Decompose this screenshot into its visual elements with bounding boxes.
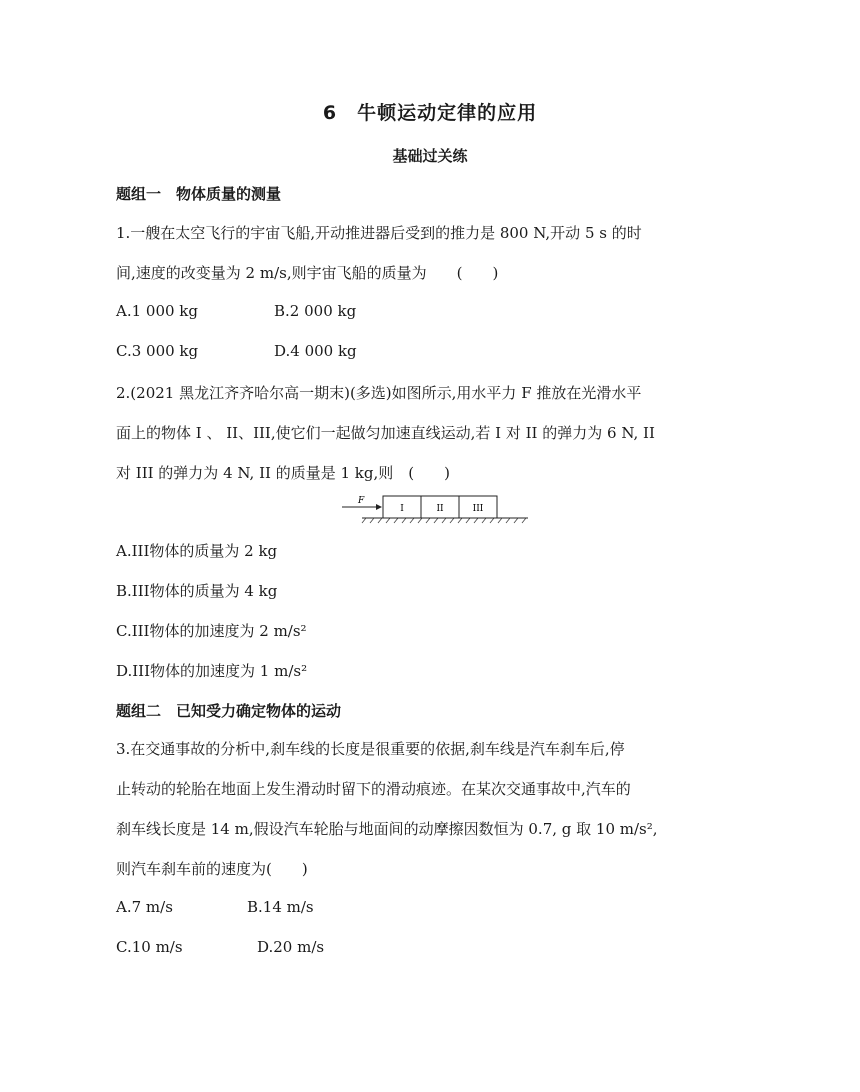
q3-line4: 则汽车刹车前的速度为( ) (116, 860, 308, 878)
q1-option-b: B.2 000 kg (274, 302, 357, 320)
blocks-figure (340, 492, 530, 524)
q2-option-c: C.III物体的加速度为 2 m/s² (116, 622, 307, 640)
q2-line2: 面上的物体 I 、 II、III,使它们一起做匀加速直线运动,若 I 对 II 的弹力为 6 N, II (116, 424, 655, 442)
q2-line1: 2.(2021 黑龙江齐齐哈尔高一期末)(多选)如图所示,用水平力 F 推放在光滑水平 (116, 384, 642, 402)
q2-option-b: B.III物体的质量为 4 kg (116, 582, 278, 600)
q1-option-a: A.1 000 kg (116, 302, 199, 320)
block-iii-label: III (472, 504, 484, 514)
group1-heading: 题组一 物体质量的测量 (116, 185, 282, 203)
force-label: F (358, 496, 365, 506)
q1-line1: 1.一艘在太空飞行的宇宙飞船,开动推进器后受到的推力是 800 N,开动 5 s 的时 (116, 224, 642, 242)
q3-option-d: D.20 m/s (257, 938, 325, 956)
q3-line1: 3.在交通事故的分析中,刹车线的长度是很重要的依据,刹车线是汽车刹车后,停 (116, 740, 625, 758)
block-ii-label: II (436, 504, 444, 514)
q3-option-b: B.14 m/s (247, 898, 314, 916)
section-subtitle: 基础过关练 (392, 147, 468, 165)
q3-option-a: A.7 m/s (116, 898, 173, 916)
page-title: 6 牛顿运动定律的应用 (322, 102, 538, 124)
q3-option-c: C.10 m/s (116, 938, 183, 956)
force-arrow-head (376, 504, 382, 510)
q3-line3: 刹车线长度是 14 m,假设汽车轮胎与地面间的动摩擦因数恒为 0.7, g 取 10 m/s², (116, 820, 658, 838)
q1-option-c: C.3 000 kg (116, 342, 199, 360)
group2-heading: 题组二 已知受力确定物体的运动 (116, 702, 342, 720)
block-i-label: I (400, 504, 404, 514)
q3-line2: 止转动的轮胎在地面上发生滑动时留下的滑动痕迹。在某次交通事故中,汽车的 (116, 780, 631, 798)
q2-line3: 对 III 的弹力为 4 N, II 的质量是 1 kg,则 ( ) (116, 464, 450, 482)
q2-option-d: D.III物体的加速度为 1 m/s² (116, 662, 308, 680)
q1-line2: 间,速度的改变量为 2 m/s,则宇宙飞船的质量为 ( ) (116, 264, 499, 282)
ground-hatching (362, 518, 526, 523)
q2-option-a: A.III物体的质量为 2 kg (116, 542, 278, 560)
q1-option-d: D.4 000 kg (274, 342, 357, 360)
